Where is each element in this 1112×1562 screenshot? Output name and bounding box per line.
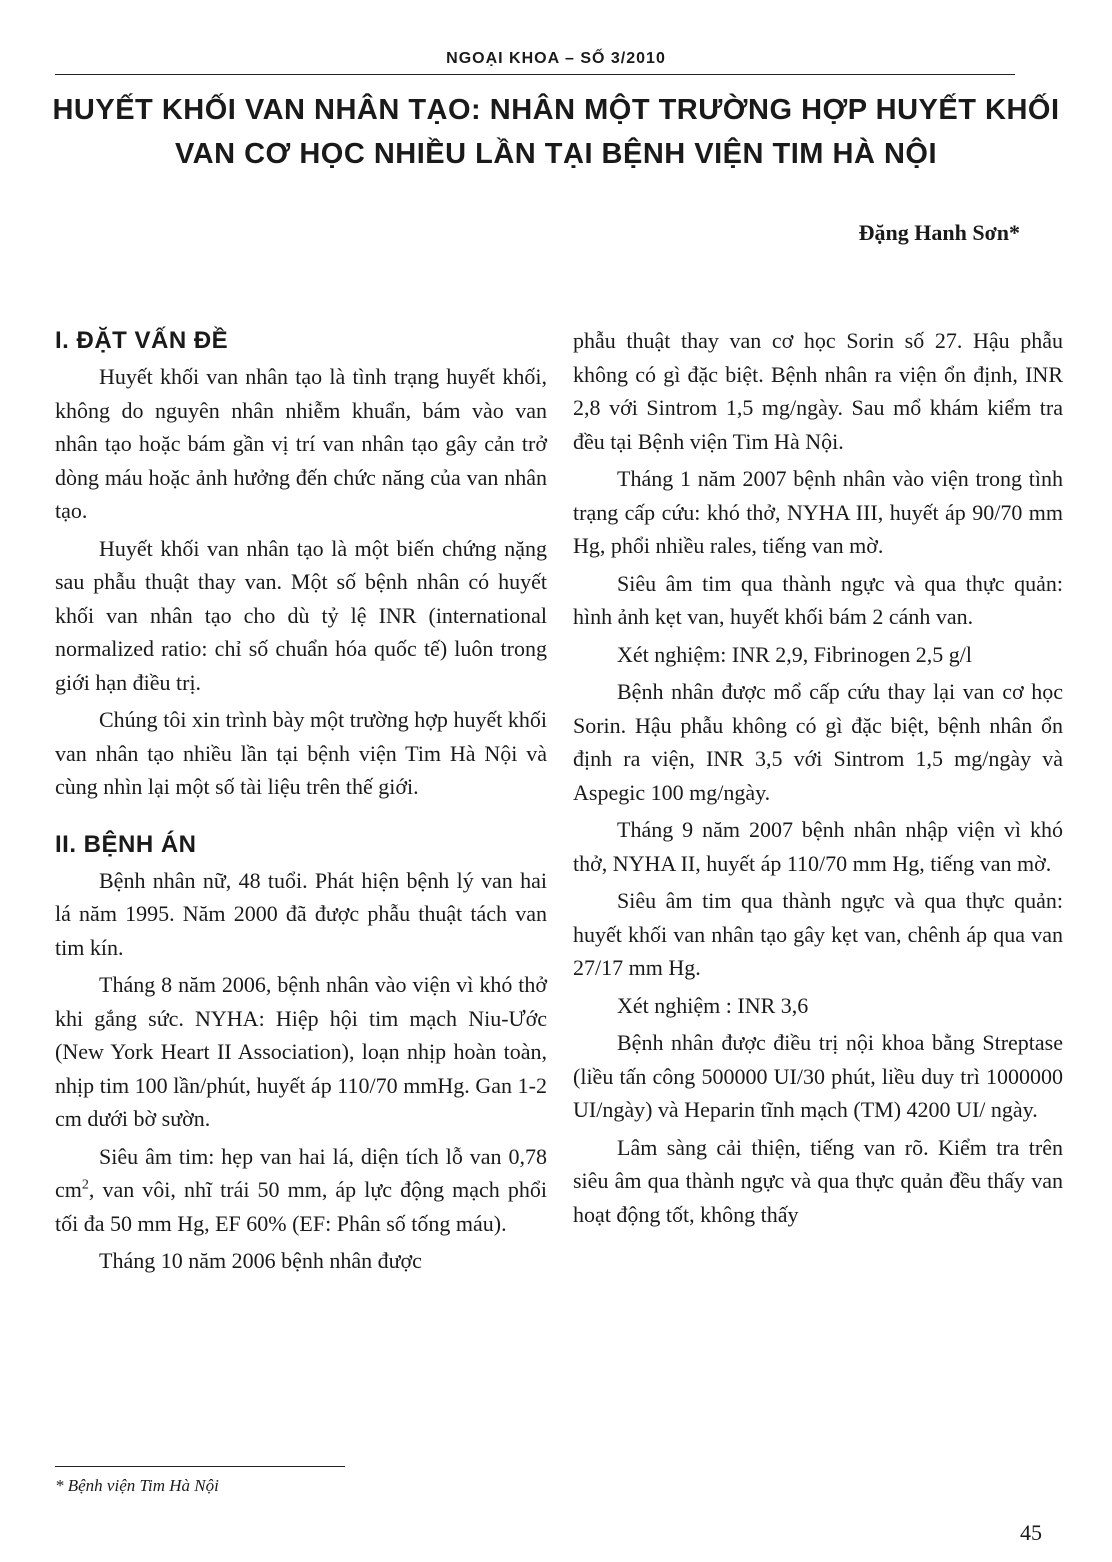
- text-run: , van vôi, nhĩ trái 50 mm, áp lực động mạch phổi tối đa 50 mm Hg, EF 60% (EF: Phân số tống máu).: [55, 1177, 547, 1236]
- superscript: 2: [81, 1177, 89, 1193]
- footnote: * Bệnh viện Tim Hà Nội: [55, 1476, 219, 1495]
- paragraph: Bệnh nhân được mổ cấp cứu thay lại van cơ học Sorin. Hậu phẫu không có gì đặc biệt, bệnh nhân ổn định ra viện, INR 3,5 với Sintrom 1,5 mg/ngày và Aspegic 100 mg/ngày.: [573, 679, 1063, 805]
- paragraph: Siêu âm tim qua thành ngực và qua thực quản: huyết khối van nhân tạo gây kẹt van, chênh áp qua van 27/17 mm Hg.: [573, 888, 1063, 980]
- paragraph: Xét nghiệm: INR 2,9, Fibrinogen 2,5 g/l: [617, 641, 973, 667]
- section-heading-case-report: II. BỆNH ÁN: [55, 830, 197, 858]
- right-column: [573, 324, 1063, 1235]
- paragraph-with-superscript: [55, 1140, 547, 1241]
- running-head: NGOẠI KHOA – SỐ 3/2010: [446, 50, 666, 67]
- page-number: 45: [1020, 1520, 1042, 1545]
- paragraph: Tháng 9 năm 2007 bệnh nhân nhập viện vì khó thở, NYHA II, huyết áp 110/70 mm Hg, tiếng van mờ.: [573, 817, 1063, 876]
- paragraph: Huyết khối van nhân tạo là một biến chứng nặng sau phẫu thuật thay van. Một số bệnh nhân có huyết khối van nhân tạo cho dù tỷ lệ INR (international normalized ratio: chỉ số chuẩn hóa quốc tế) luôn trong giới hạn điều trị.: [55, 535, 547, 695]
- article-title: [40, 88, 1072, 176]
- footnote-rule: [55, 1466, 345, 1467]
- paragraph: Siêu âm tim qua thành ngực và qua thực quản: hình ảnh kẹt van, huyết khối bám 2 cánh van.: [573, 570, 1063, 629]
- header-rule: [55, 74, 1015, 75]
- paragraph: Xét nghiệm : INR 3,6: [617, 992, 809, 1018]
- title-line-1: HUYẾT KHỐI VAN NHÂN TẠO: NHÂN MỘT TRƯỜNG HỢP HUYẾT KHỐI: [52, 94, 1060, 126]
- section-heading-introduction: I. ĐẶT VẤN ĐỀ: [55, 327, 229, 354]
- paragraph: Lâm sàng cải thiện, tiếng van rõ. Kiểm tra trên siêu âm qua thành ngực và qua thực quản đều thấy van hoạt động tốt, không thấy: [573, 1134, 1063, 1227]
- paragraph: Bệnh nhân được điều trị nội khoa bằng Streptase (liều tấn công 500000 UI/30 phút, liều duy trì 1000000 UI/ngày) và Heparin tĩnh mạch (TM) 4200 UI/ ngày.: [573, 1030, 1063, 1122]
- paragraph: Chúng tôi xin trình bày một trường hợp huyết khối van nhân tạo nhiều lần tại bệnh viện Tim Hà Nội và cùng nhìn lại một số tài liệu trên thế giới.: [55, 707, 547, 799]
- title-line-2: VAN CƠ HỌC NHIỀU LẦN TẠI BỆNH VIỆN TIM HÀ NỘI: [174, 138, 938, 170]
- paragraph: Tháng 10 năm 2006 bệnh nhân được: [99, 1248, 422, 1273]
- paragraph-continued: phẫu thuật thay van cơ học Sorin số 27. Hậu phẫu không có gì đặc biệt. Bệnh nhân ra viện ổn định, INR 2,8 với Sintrom 1,5 mg/ngày. Sau mổ khám kiểm tra đều tại Bệnh viện Tim Hà Nội.: [573, 328, 1063, 454]
- paragraph: Tháng 8 năm 2006, bệnh nhân vào viện vì khó thở khi gắng sức. NYHA: Hiệp hội tim mạch Niu-Ước (New York Heart II Association), loạn nhịp hoàn toàn, nhịp tim 100 lần/phút, huyết áp 110/70 mmHg. Gan 1-2 cm dưới bờ sườn.: [55, 972, 547, 1131]
- paragraph: Bệnh nhân nữ, 48 tuổi. Phát hiện bệnh lý van hai lá năm 1995. Năm 2000 đã được phẫu thuật tách van tim kín.: [55, 867, 547, 960]
- left-column: [55, 324, 547, 1282]
- text-run: Siêu âm tim: hẹp van hai lá, diện tích lỗ van 0,78 cm: [55, 1143, 547, 1202]
- author-name: Đặng Hanh Sơn*: [858, 220, 1020, 245]
- paragraph: Huyết khối van nhân tạo là tình trạng huyết khối, không do nguyên nhân nhiễm khuẩn, bám vào van nhân tạo hoặc bám gần vị trí van nhân tạo gây cản trở dòng máu hoặc ảnh hưởng đến chức năng của van nhân tạo.: [55, 364, 547, 523]
- paragraph: Tháng 1 năm 2007 bệnh nhân vào viện trong tình trạng cấp cứu: khó thở, NYHA III, huyết áp 90/70 mm Hg, phổi nhiều rales, tiếng van mờ.: [573, 466, 1063, 558]
